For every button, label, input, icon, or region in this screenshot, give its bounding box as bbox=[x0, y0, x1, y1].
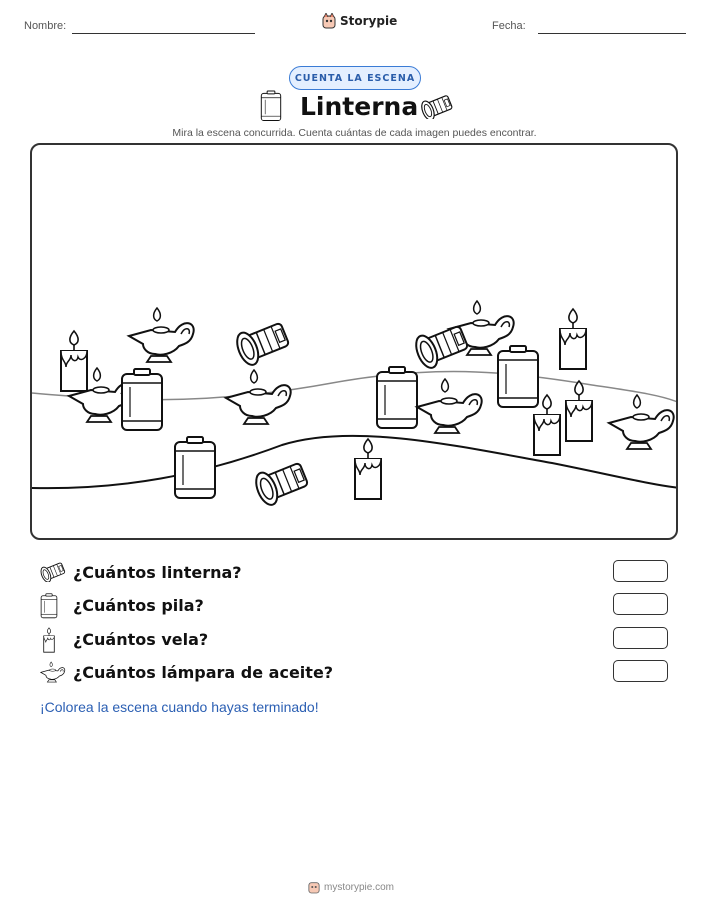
candle-icon bbox=[560, 309, 586, 369]
question-text: ¿Cuántos linterna? bbox=[73, 563, 242, 582]
scene-drawing bbox=[32, 145, 678, 540]
date-line[interactable] bbox=[538, 33, 686, 34]
oil-lamp-icon bbox=[129, 308, 194, 362]
answer-box-flashlight[interactable] bbox=[613, 560, 668, 582]
flashlight-icon bbox=[412, 321, 470, 371]
storypie-mascot-icon bbox=[322, 13, 336, 29]
question-row-flashlight bbox=[40, 560, 670, 586]
candle-icon bbox=[566, 381, 592, 441]
brand-name: Storypie bbox=[340, 14, 398, 28]
question-row-battery bbox=[40, 593, 670, 619]
date-label: Fecha: bbox=[492, 20, 526, 32]
flashlight-icon bbox=[233, 318, 291, 368]
question-row-oil-lamp bbox=[40, 660, 670, 686]
flashlight-icon bbox=[420, 93, 454, 119]
oil-lamp-icon bbox=[609, 395, 674, 449]
coloring-note: ¡Colorea la escena cuando hayas terminado! bbox=[40, 699, 319, 715]
question-text: ¿Cuántos vela? bbox=[73, 630, 209, 649]
answer-box-candle[interactable] bbox=[613, 627, 668, 649]
page-title: Linterna bbox=[300, 92, 419, 121]
counting-scene[interactable] bbox=[30, 143, 678, 540]
battery-icon bbox=[40, 593, 58, 619]
site-footer bbox=[308, 880, 394, 894]
name-line[interactable] bbox=[72, 33, 255, 34]
name-label: Nombre: bbox=[24, 20, 67, 32]
battery-icon bbox=[260, 90, 282, 122]
storypie-mascot-icon bbox=[308, 880, 320, 894]
battery-icon bbox=[175, 437, 215, 498]
brand-logo bbox=[322, 13, 397, 29]
battery-icon bbox=[377, 367, 417, 428]
oil-lamp-icon bbox=[226, 370, 291, 424]
flashlight-icon bbox=[252, 458, 310, 508]
oil-lamp-icon bbox=[417, 379, 482, 433]
site-url[interactable]: mystorypie.com bbox=[324, 881, 395, 893]
battery-icon bbox=[122, 369, 162, 430]
question-text: ¿Cuántos pila? bbox=[73, 596, 204, 615]
candle-icon bbox=[61, 331, 87, 391]
question-text: ¿Cuántos lámpara de aceite? bbox=[73, 663, 334, 682]
candle-icon bbox=[355, 439, 381, 499]
instructions: Mira la escena concurrida. Cuenta cuántas de cada imagen puedes encontrar. bbox=[172, 127, 537, 139]
activity-badge: CUENTA LA ESCENA bbox=[289, 66, 421, 90]
candle-icon bbox=[40, 627, 58, 653]
question-row-candle bbox=[40, 627, 670, 653]
flashlight-icon bbox=[40, 560, 66, 582]
answer-box-battery[interactable] bbox=[613, 593, 668, 615]
oil-lamp-icon bbox=[40, 660, 66, 684]
answer-box-oil-lamp[interactable] bbox=[613, 660, 668, 682]
battery-icon bbox=[498, 346, 538, 407]
